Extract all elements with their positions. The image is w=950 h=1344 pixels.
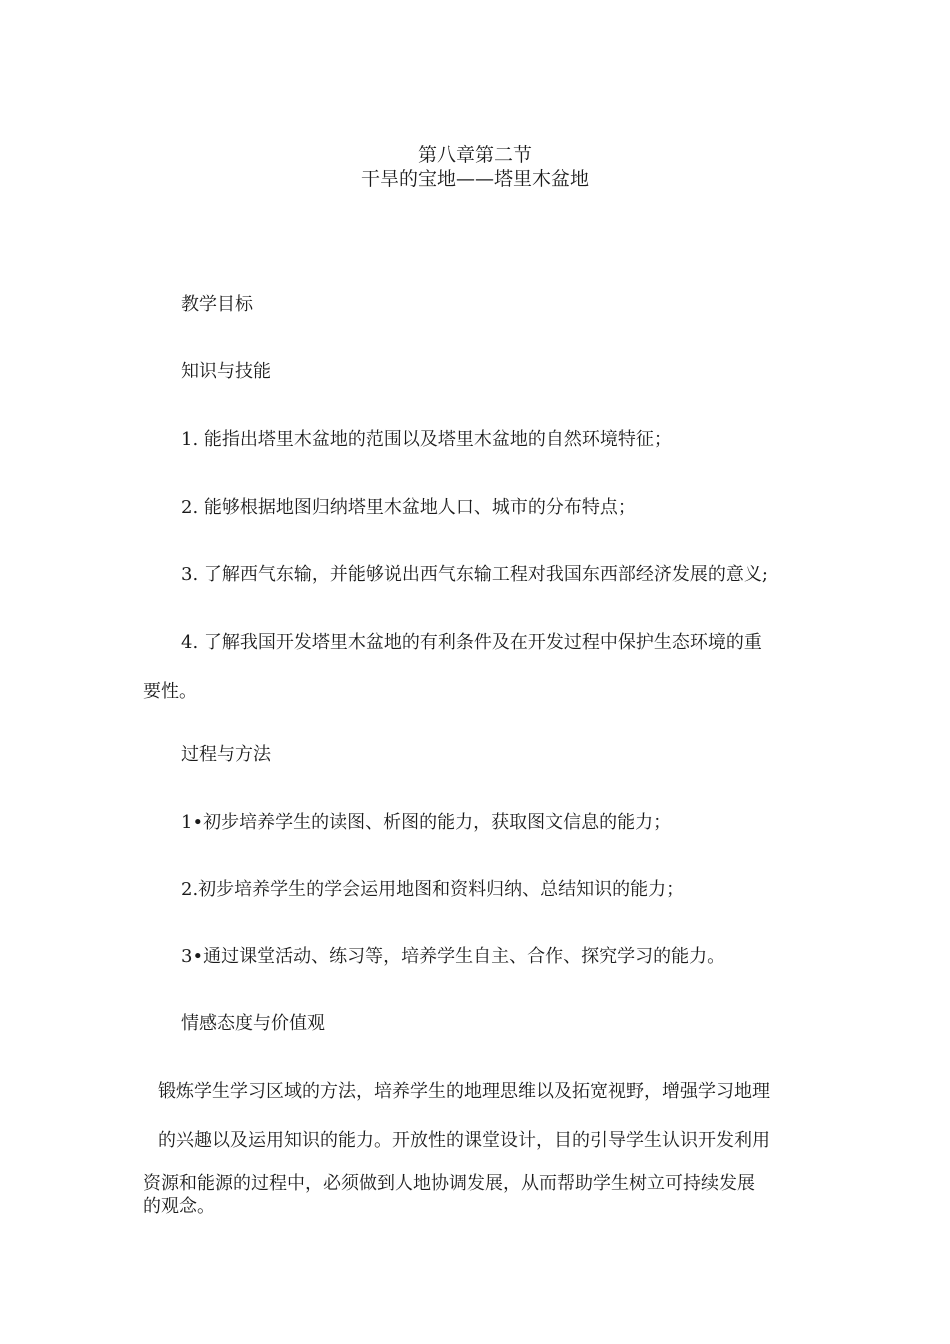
process-item-2: 2.初步培养学生的学会运用地图和资料归纳、总结知识的能力； xyxy=(181,879,685,900)
knowledge-item-4: 4. 了解我国开发塔里木盆地的有利条件及在开发过程中保护生态环境的重 xyxy=(181,632,762,653)
lesson-title: 干旱的宝地——塔里木盆地 xyxy=(360,168,589,190)
values-paragraph-line-1: 锻炼学生学习区域的方法，培养学生的地理思维以及拓宽视野，增强学习地理 xyxy=(158,1081,770,1102)
process-item-1: 1•初步培养学生的读图、析图的能力，获取图文信息的能力； xyxy=(181,812,672,833)
subheading-process-methods: 过程与方法 xyxy=(181,744,271,765)
values-paragraph-line-3: 资源和能源的过程中，必须做到人地协调发展，从而帮助学生树立可持续发展 xyxy=(143,1173,755,1194)
values-paragraph-line-4: 的观念。 xyxy=(143,1196,215,1217)
knowledge-item-1: 1. 能指出塔里木盆地的范围以及塔里木盆地的自然环境特征； xyxy=(181,429,672,450)
process-item-3: 3•通过课堂活动、练习等，培养学生自主、合作、探究学习的能力。 xyxy=(181,946,726,967)
values-paragraph-line-2: 的兴趣以及运用知识的能力。开放性的课堂设计，目的引导学生认识开发利用 xyxy=(158,1130,770,1151)
knowledge-item-4-continued: 要性。 xyxy=(143,681,197,702)
subheading-knowledge-skills: 知识与技能 xyxy=(181,361,271,382)
subheading-attitudes-values: 情感态度与价值观 xyxy=(181,1013,325,1034)
knowledge-item-3: 3. 了解西气东输，并能够说出西气东输工程对我国东西部经济发展的意义; xyxy=(181,564,768,585)
chapter-title: 第八章第二节 xyxy=(417,144,532,166)
knowledge-item-2: 2. 能够根据地图归纳塔里木盆地人口、城市的分布特点； xyxy=(181,497,636,518)
section-heading-objectives: 教学目标 xyxy=(181,294,253,315)
